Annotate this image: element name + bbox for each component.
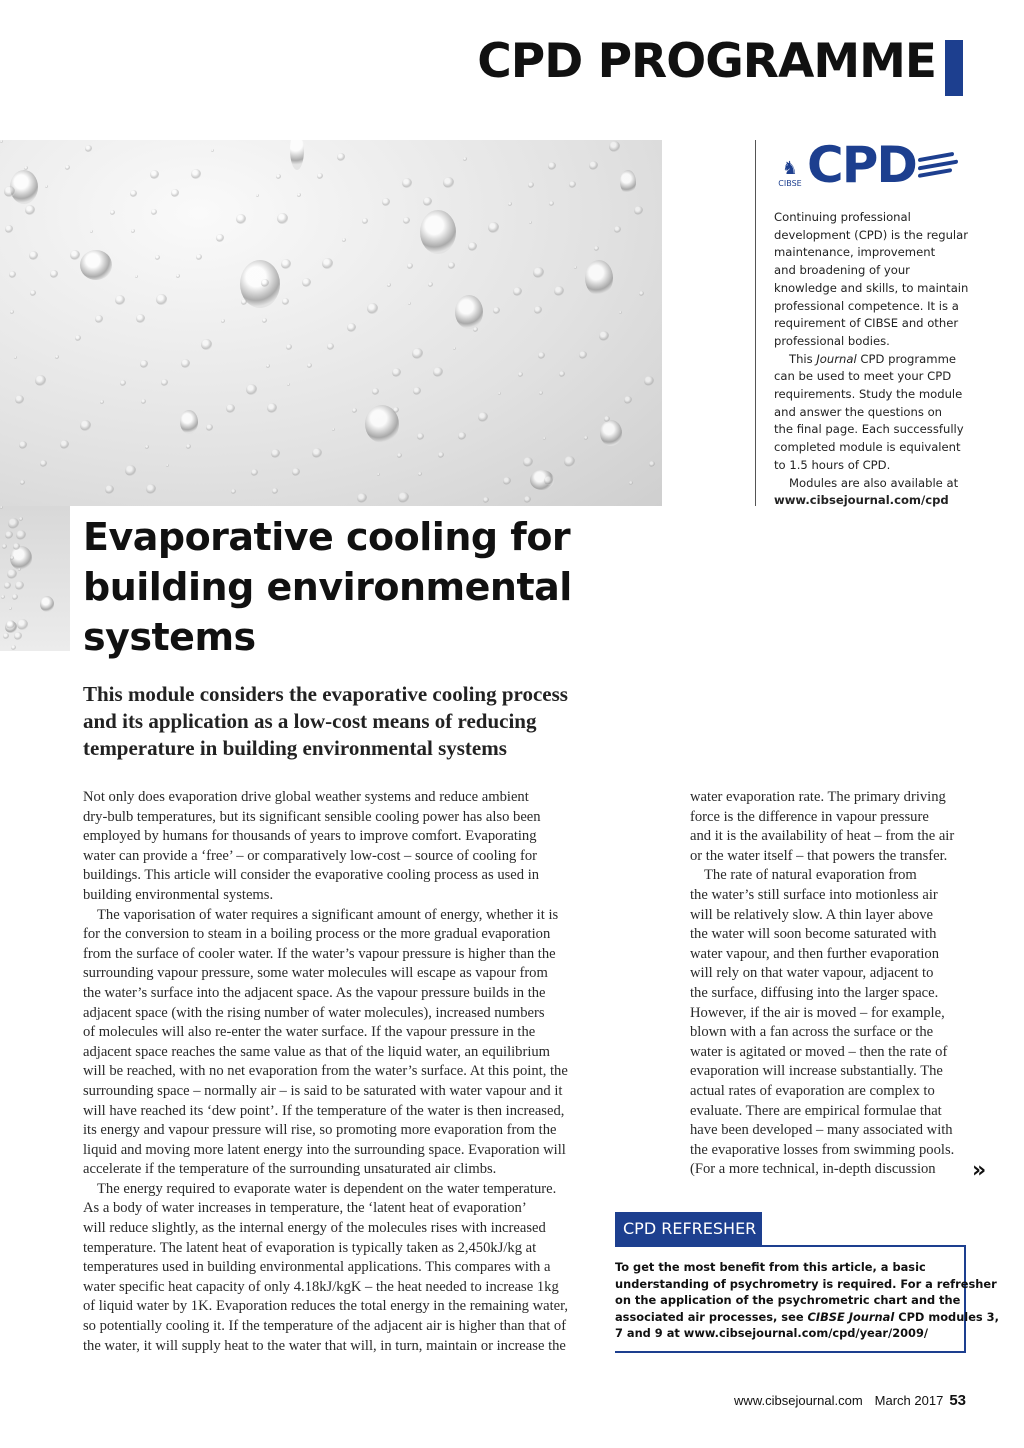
body-line: will be reached, with no net evaporation from the water’s surface. At this point, the — [83, 1063, 568, 1080]
body-line: buildings. This article will consider the evaporative cooling process as used in — [83, 867, 540, 884]
body-line: surrounding vapour pressure, some water molecules will escape as vapour from — [83, 965, 548, 982]
droplet — [12, 594, 18, 600]
droplet — [281, 259, 291, 269]
droplet — [30, 290, 36, 296]
droplet — [569, 181, 576, 188]
droplet — [161, 379, 168, 386]
droplet — [413, 387, 421, 395]
droplet — [110, 210, 115, 215]
droplet — [186, 444, 191, 449]
droplet — [433, 367, 443, 377]
body-line: the evaporative losses from swimming pools. — [690, 1141, 955, 1158]
body-line: evaporation will increase substantially. The — [690, 1063, 943, 1080]
droplet — [453, 347, 456, 350]
droplet — [377, 473, 380, 476]
cpd-link[interactable]: www.cibsejournal.com/cpd — [774, 493, 949, 508]
droplet — [6, 620, 15, 629]
body-line: employed by humans for thousands of years to improve comfort. Evaporating — [83, 828, 537, 845]
droplet — [529, 221, 532, 224]
sidebar-line: professional competence. It is a — [774, 298, 959, 313]
continue-arrow-icon: » — [972, 1158, 987, 1183]
droplet — [5, 531, 13, 539]
body-line: will reduce slightly, as the internal energy of the molecules rises with increased — [83, 1220, 546, 1237]
droplet — [524, 496, 531, 503]
droplet — [418, 472, 422, 476]
droplet — [585, 260, 613, 296]
droplet — [181, 359, 190, 368]
water-droplets-photo — [0, 140, 662, 506]
sidebar-line: the final page. Each successfully — [774, 422, 964, 437]
droplet — [70, 250, 80, 260]
droplet — [166, 464, 169, 467]
body-line: water vapour, and then further evaporation — [690, 945, 940, 962]
page-number: 53 — [949, 1392, 966, 1409]
droplet — [226, 404, 235, 413]
droplet — [201, 339, 212, 350]
body-line: accelerate if the temperature of the surrounding unsaturated air climbs. — [83, 1161, 497, 1178]
body-column-right — [690, 788, 954, 1180]
body-line: will rely on that water vapour, adjacent to — [690, 965, 934, 982]
droplet — [100, 400, 104, 404]
cpd-description — [774, 209, 968, 510]
droplet — [287, 383, 290, 386]
droplet — [8, 518, 19, 529]
droplet — [307, 363, 312, 368]
body-line: the water’s still surface into motionless air — [690, 886, 938, 903]
droplet — [342, 238, 346, 242]
droplet — [488, 222, 499, 233]
droplet — [412, 348, 423, 359]
sidebar-line: can be used to meet your CPD — [774, 369, 952, 384]
droplet — [0, 506, 3, 509]
droplet — [115, 295, 125, 305]
droplet — [7, 569, 17, 579]
body-line: surrounding space – normally air – is said to be saturated with water vapour and it — [83, 1082, 563, 1099]
droplet — [191, 169, 201, 179]
droplet — [357, 493, 367, 503]
droplet — [438, 452, 444, 458]
body-line: However, if the air is moved – for example, — [690, 1004, 945, 1021]
droplet — [290, 140, 304, 170]
cibse-crest-icon: ♞ CIBSE — [778, 158, 802, 188]
droplet — [131, 229, 135, 233]
droplet — [397, 453, 402, 458]
droplet — [130, 190, 137, 197]
droplet — [559, 371, 565, 377]
droplet — [407, 263, 413, 269]
article-title: Evaporative cooling for building environmental systems — [83, 515, 572, 659]
logo-text: CPD — [807, 136, 916, 194]
body-line: the surface, diffusing into the larger space. — [690, 984, 939, 1001]
droplet — [408, 302, 411, 305]
body-line: water is agitated or moved – then the rate of — [690, 1043, 948, 1060]
logo-org: CIBSE — [778, 179, 802, 188]
droplet — [11, 645, 16, 650]
droplet — [534, 306, 542, 314]
droplet — [4, 582, 11, 589]
droplet — [19, 517, 23, 521]
droplet — [589, 161, 598, 170]
sidebar-line: This Journal CPD programme — [789, 351, 957, 366]
droplet — [312, 448, 322, 458]
droplet — [468, 242, 477, 251]
body-line: its energy and vapour pressure will rise, so promoting more evaporation from the — [83, 1122, 557, 1139]
droplet — [473, 327, 478, 332]
droplet — [176, 274, 180, 278]
body-line: actual rates of evaporation are complex to — [690, 1082, 935, 1099]
body-line: dry-bulb temperatures, but its significant sensible cooling power has also been — [83, 808, 541, 825]
droplet — [508, 202, 512, 206]
droplet — [105, 485, 114, 494]
refresher-tab: CPD REFRESHER — [615, 1212, 762, 1246]
droplet — [90, 230, 93, 233]
droplet — [236, 214, 246, 224]
droplet — [282, 298, 289, 305]
droplet — [4, 186, 15, 197]
body-line: adjacent space reaches the same value as that of the liquid water, an equilibrium — [83, 1043, 551, 1060]
body-line: blown with a fan across the surface or the — [690, 1024, 934, 1041]
droplet — [528, 182, 534, 188]
droplet — [65, 165, 70, 170]
body-line: The energy required to evaporate water is dependent on the water temperature. — [97, 1180, 557, 1197]
droplet — [579, 351, 587, 359]
droplet — [196, 254, 202, 260]
article-standfirst: This module considers the evaporative cooling process and its application as a low-cost means of reducing temperature in building environmental systems — [83, 682, 568, 760]
body-line: adjacent space (with the rising number of water molecules), increased numbers — [83, 1004, 545, 1021]
droplet — [332, 428, 335, 431]
droplet — [443, 177, 454, 188]
sidebar-line: development (CPD) is the regular — [774, 227, 969, 242]
droplet — [14, 356, 17, 359]
droplet — [604, 416, 610, 422]
droplet — [120, 380, 126, 386]
droplet — [478, 412, 488, 422]
droplet — [151, 209, 157, 215]
droplet — [35, 375, 46, 386]
sidebar-line: Continuing professional — [774, 210, 911, 224]
droplet — [398, 492, 409, 503]
sidebar-line: requirement of CIBSE and other — [774, 316, 959, 331]
sidebar-line: requirements. Study the module — [774, 387, 963, 402]
droplet — [493, 307, 500, 314]
body-line: Not only does evaporation drive global weather systems and reduce ambient — [83, 789, 529, 805]
droplet — [609, 141, 620, 152]
droplet — [634, 206, 643, 215]
droplet — [564, 456, 575, 467]
sidebar-line: completed module is equivalent — [774, 440, 961, 455]
section-header: CPD PROGRAMME — [477, 34, 936, 89]
body-line: or the water itself – that powers the transfer. — [690, 847, 948, 864]
droplet — [75, 335, 81, 341]
droplet — [13, 543, 20, 550]
droplet — [649, 461, 655, 467]
body-line: so potentially cooling it. If the temperature of the adjacent air is higher than that of — [83, 1318, 567, 1335]
droplet — [302, 278, 311, 287]
droplet — [423, 197, 432, 206]
droplet — [155, 255, 160, 260]
droplet — [382, 198, 390, 206]
sidebar-line: Modules are also available at — [789, 475, 959, 490]
droplet — [29, 251, 38, 260]
droplet — [574, 266, 577, 269]
droplet — [10, 170, 38, 204]
droplet — [19, 441, 27, 449]
droplet — [455, 295, 483, 329]
droplet — [25, 205, 35, 215]
droplet — [16, 530, 26, 540]
body-column-left — [83, 788, 568, 1356]
body-line: building environmental systems. — [83, 886, 274, 903]
droplet — [85, 145, 92, 152]
droplet — [206, 424, 213, 431]
body-line: temperature. The latent heat of evaporation is typically taken as 2,450kJ/kg at — [83, 1239, 537, 1256]
body-line: The rate of natural evaporation from — [704, 867, 917, 884]
sidebar-line: maintenance, improvement — [774, 245, 936, 260]
sidebar-line: and broadening of your — [774, 263, 910, 278]
droplet — [211, 149, 214, 152]
droplet — [393, 407, 399, 413]
droplet — [40, 460, 47, 467]
page-footer — [734, 1392, 966, 1409]
droplet — [584, 436, 588, 440]
droplet — [392, 368, 401, 377]
droplet — [9, 271, 16, 278]
droplet — [156, 294, 167, 305]
body-line: for the conversion to steam in a boiling process or the more gradual evaporation — [83, 926, 551, 943]
body-line: water can provide a ‘free’ – or comparatively low-cost – source of cooling for — [83, 847, 537, 864]
droplet — [513, 287, 522, 296]
droplet — [420, 210, 456, 254]
body-line: the water will soon become saturated with — [690, 926, 937, 943]
body-line: the water’s surface into the adjacent space. As the vapour pressure builds in the — [83, 984, 546, 1001]
droplet — [614, 226, 621, 233]
droplet — [322, 258, 333, 269]
droplet — [256, 194, 259, 197]
droplet — [458, 432, 466, 440]
refresher-box: To get the most benefit from this article, a basic understanding of psychrometry is required. For a refresher on the application of the psychrometric chart and the associated air processes, see CIBSE Journal CPD modules 3, 7 and 9 at www.cibsejournal.com/cpd/year/2009/ — [615, 1245, 966, 1353]
droplet — [483, 497, 489, 503]
droplet — [448, 262, 455, 269]
droplet — [620, 170, 636, 194]
droplet — [80, 420, 91, 431]
droplet — [9, 607, 12, 610]
droplet — [272, 488, 278, 494]
droplet — [267, 403, 277, 413]
droplet — [286, 344, 292, 350]
droplet — [60, 440, 69, 449]
body-line: water specific heat capacity of only 4.18kJ/kgK – the heat needed to increase 1kg — [83, 1278, 559, 1295]
droplet — [523, 457, 533, 467]
droplet — [544, 476, 553, 485]
droplet — [146, 484, 156, 494]
body-line: liquid and moving more latent energy into the surrounding space. Evaporation will — [83, 1141, 566, 1158]
body-line: (For a more technical, in-depth discussion — [690, 1161, 936, 1178]
droplet — [45, 185, 48, 188]
droplet — [503, 477, 511, 485]
droplet — [14, 632, 22, 640]
refresher-link-line[interactable]: 7 and 9 at www.cibsejournal.com/cpd/year/2009/ — [615, 1326, 929, 1341]
droplet — [629, 481, 633, 485]
droplet — [372, 388, 379, 395]
footer-date: March 2017 — [874, 1393, 944, 1408]
droplet — [297, 193, 301, 197]
droplet — [3, 633, 9, 639]
droplet — [276, 174, 281, 179]
droplet — [150, 170, 159, 179]
body-line: from the surface of cooler water. If the water’s vapour pressure is higher than the — [83, 945, 556, 962]
droplet — [639, 291, 644, 296]
droplet — [2, 544, 7, 549]
droplet — [80, 250, 112, 280]
body-line: will have reached its ‘dew point’. If the temperature of the water is then increased, — [83, 1102, 565, 1119]
droplet — [600, 420, 622, 446]
body-line: have been developed – many associated with — [690, 1122, 953, 1139]
droplet — [17, 619, 28, 630]
body-line: As a body of water increases in temperature, the ‘latent heat of evaporation’ — [83, 1200, 527, 1217]
droplet — [18, 568, 21, 571]
droplet — [180, 410, 198, 434]
droplet — [15, 581, 24, 590]
droplet — [624, 396, 632, 404]
cpd-info-sidebar — [755, 136, 970, 508]
droplet — [554, 286, 564, 296]
droplet — [428, 282, 433, 287]
droplet — [10, 556, 14, 560]
body-line: evaluate. There are empirical formulae that — [690, 1102, 942, 1119]
droplet — [231, 489, 236, 494]
sidebar-line: and answer the questions on — [774, 404, 943, 419]
droplet — [367, 303, 378, 314]
droplet — [50, 270, 58, 278]
droplet — [0, 140, 3, 143]
droplet — [463, 157, 467, 161]
droplet — [15, 395, 24, 404]
body-line: The vaporisation of water requires a significant amount of energy, whether it is — [97, 906, 559, 923]
droplet — [24, 166, 28, 170]
droplet — [136, 314, 145, 323]
sidebar-line: knowledge and skills, to maintain — [774, 280, 969, 295]
droplet — [266, 364, 270, 368]
body-line: water evaporation rate. The primary driving — [690, 789, 946, 805]
droplet — [40, 596, 54, 612]
footer-site[interactable]: www.cibsejournal.com — [734, 1393, 863, 1408]
droplet — [417, 433, 424, 440]
droplet — [402, 178, 412, 188]
droplet — [644, 376, 654, 386]
body-line: of liquid water by 1K. Evaporation reduces the total energy in the remaining water, — [83, 1298, 569, 1315]
droplet — [141, 399, 146, 404]
logo-speed-lines — [918, 155, 958, 175]
droplet — [262, 318, 267, 323]
droplet — [533, 267, 544, 278]
droplet — [317, 173, 323, 179]
droplet — [241, 299, 247, 305]
droplet — [271, 449, 280, 458]
droplet — [352, 408, 357, 413]
body-line: will be relatively slow. A thin layer above — [690, 906, 934, 923]
droplet — [251, 469, 258, 476]
droplet — [599, 331, 609, 341]
body-line: the water, it will supply heat to the water that will, in turn, maintain or increase the — [83, 1337, 566, 1354]
droplet — [20, 480, 25, 485]
droplet — [55, 355, 59, 359]
droplet — [347, 323, 356, 332]
droplet — [171, 189, 179, 197]
header-accent-bar — [945, 40, 963, 96]
sidebar-line: professional bodies. — [774, 333, 890, 348]
droplet — [277, 213, 288, 224]
droplet — [337, 153, 345, 161]
droplet — [498, 392, 501, 395]
droplet — [145, 445, 149, 449]
droplet — [95, 315, 103, 323]
droplet — [10, 310, 14, 314]
sidebar-line: to 1.5 hours of CPD. — [774, 457, 891, 472]
droplet — [216, 234, 224, 242]
cibse-cpd-logo — [773, 136, 958, 194]
droplet — [362, 218, 368, 224]
body-line: and it is the availability of heat – from the air — [690, 828, 955, 845]
droplet — [246, 384, 257, 395]
droplet — [548, 162, 556, 170]
droplet — [221, 319, 225, 323]
water-droplets-photo-strip — [0, 506, 70, 651]
body-line: force is the difference in vapour pressure — [690, 808, 929, 825]
droplet — [125, 465, 136, 476]
droplet — [518, 372, 523, 377]
body-line: temperatures used in building environmental applications. This compares with a — [83, 1259, 551, 1276]
droplet — [594, 246, 599, 251]
droplet — [539, 391, 543, 395]
droplet — [327, 343, 334, 350]
droplet — [292, 468, 300, 476]
droplet — [549, 201, 554, 206]
droplet — [261, 279, 269, 287]
body-line: of molecules will also re-enter the water surface. If the vapour pressure in the — [83, 1024, 536, 1041]
droplet — [5, 225, 13, 233]
droplet — [543, 437, 546, 440]
droplet — [135, 275, 138, 278]
droplet — [140, 360, 148, 368]
droplet — [538, 352, 545, 359]
droplet — [403, 217, 410, 224]
droplet — [387, 283, 391, 287]
droplet — [1, 595, 5, 599]
droplet — [619, 311, 622, 314]
